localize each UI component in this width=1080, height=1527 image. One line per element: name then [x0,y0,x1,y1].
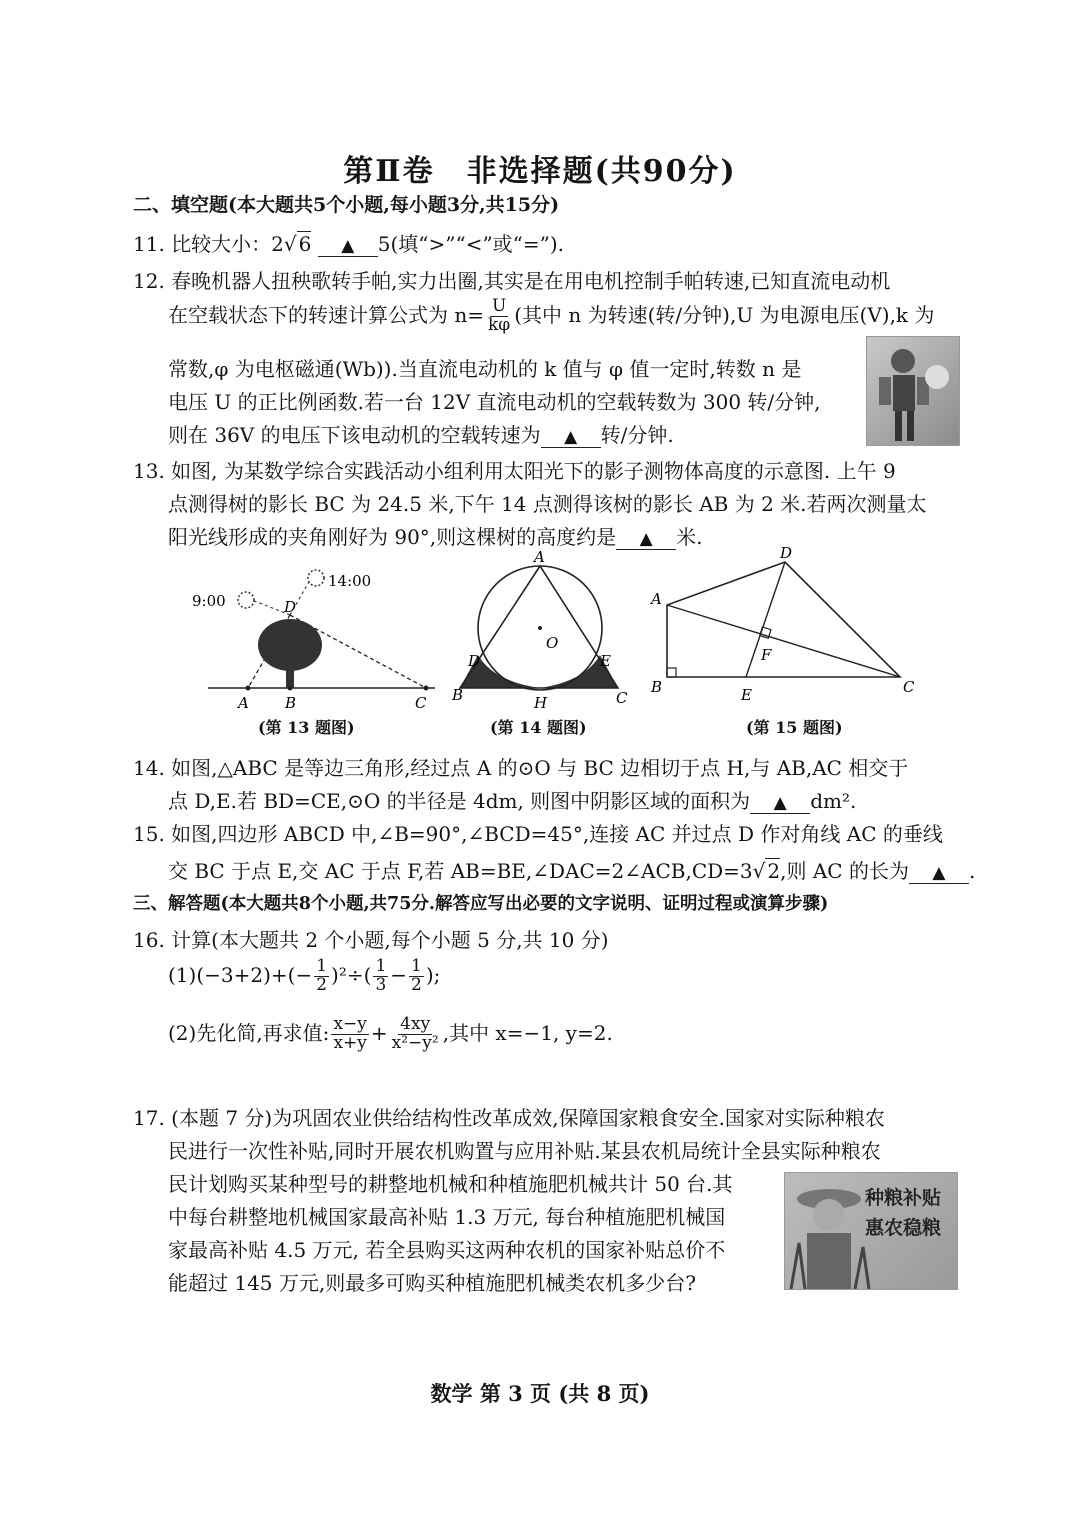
q12-formula-den: kφ [488,314,511,335]
q15-radicand: 2 [767,859,781,883]
page-footer: 数学 第 3 页 (共 8 页) [430,1381,650,1406]
poster-text-1: 种粮补贴 [865,1187,942,1209]
fig13-time-am: 9:00 [192,592,226,610]
q16-p1-frac3 [409,958,424,995]
fig15-label-e: E [741,686,752,704]
q16-p1-frac3-den: 2 [411,974,422,995]
fig13-caption: (第 13 题图) [258,718,355,737]
q12-formula-num: U [491,296,507,316]
q12-line2-post: (其中 n 为转速(转/分钟),U 为电源电压(V),k 为 [514,302,935,327]
poster-text-2: 惠农稳粮 [865,1217,942,1239]
figure-13 [190,560,440,715]
q16-title: 16. 计算(本大题共 2 个小题,每个小题 5 分,共 10 分) [133,928,609,952]
q16-p1-c: − [390,962,408,987]
q14-line2 [168,785,856,814]
q12-line2 [168,298,934,335]
q16-p2-frac1 [331,1016,368,1053]
fig15-quadrilateral [667,562,900,677]
q17-line4: 中每台耕整地机械国家最高补贴 1.3 万元, 每台种植施肥机械国 [168,1205,726,1229]
fig13-label-d: D [284,598,297,616]
q12-line5-post: 转/分钟. [600,423,674,447]
fig13-tree-crown [258,619,322,671]
q16-p1-frac1-num: 1 [316,956,328,976]
q16-p2-plus: + [370,1020,388,1045]
q16-p1-frac3-num: 1 [411,956,422,976]
fig15-label-c: C [903,678,915,696]
q14-line2-pre: 点 D,E.若 BD=CE,⊙O 的半径是 4dm, 则图中阴影区域的面积为 [168,789,751,813]
fig15-label-b: B [651,678,663,696]
q13-line2: 点测得树的影长 BC 为 24.5 米,下午 14 点测得该树的影长 AB 为 2 米.若两次测量太 [168,492,927,516]
fig14-label-e: E [600,652,611,670]
q16-p1-frac2-num: 1 [375,956,387,976]
q17-line6: 能超过 145 万元,则最多可购买种植施肥机械类农机多少台? [168,1271,696,1295]
q11-prefix: 11. 比较大小：2 [133,232,284,256]
figure-15 [645,540,925,705]
fig13-time-pm: 14:00 [328,572,372,590]
q11-radical: √ 6 [283,232,312,256]
q16-p1-frac2-den: 3 [375,974,387,995]
q13-line1: 13. 如图, 为某数学综合实践活动小组利用太阳光下的影子测物体高度的示意图. 上午 9 [133,459,896,483]
fig14-label-a: A [534,548,545,566]
question-11 [133,228,564,257]
q12-answer-blank: ▲ [541,427,601,448]
q17-line3: 民计划购买某种型号的耕整地机械和种植施肥机械共计 50 台.其 [168,1172,733,1196]
q14-line1: 14. 如图,△ABC 是等边三角形,经过点 A 的⊙O 与 BC 边相切于点 H,与 AB,AC 相交于 [133,756,909,780]
q17-line2: 民进行一次性补贴,同时开展农机购置与应用补贴.某县农机局统计全县实际种粮农 [168,1139,881,1163]
fig13-label-a: A [238,694,249,712]
farmer-poster [784,1172,958,1290]
fig15-label-f: F [761,646,772,664]
fig13-point-c [424,686,429,691]
fig13-point-a [246,686,251,691]
fig15-label-d: D [780,544,793,562]
fig14-label-o: O [546,634,559,652]
fig14-center-point [538,626,542,630]
q16-p2-frac1-den: x+y [333,1032,367,1053]
q12-line2-pre: 在空载状态下的转速计算公式为 n= [168,302,484,327]
fig13-point-b [288,686,293,691]
q15-line2-post: . [968,859,976,883]
q16-p1-frac1-den: 2 [316,974,328,995]
q15-line2-pre: 交 BC 于点 E,交 AC 于点 F,若 AB=BE,∠DAC=2∠ACB,CD=3 [168,859,753,883]
fig13-sun-am-icon [238,592,254,608]
q16-part1 [168,958,440,995]
fig14-label-b: B [452,686,464,704]
q12-line3: 常数,φ 为电枢磁通(Wb)).当直流电动机的 k 值与 φ 值一定时,转数 n 是 [168,357,802,381]
q15-line2 [168,855,975,884]
fig14-caption: (第 14 题图) [490,718,587,737]
fig14-label-h: H [534,694,548,712]
q13-answer-blank: ▲ [616,529,676,550]
section-2-header: 二、填空题(本大题共5个小题,每小题3分,共15分) [133,194,560,216]
q16-p2-frac2-num: 4xy [400,1014,431,1034]
q12-formula [486,298,512,335]
robot-photo [866,336,960,446]
fig14-label-c: C [616,689,628,707]
q12-line1: 12. 春晚机器人扭秧歌转手帕,实力出圈,其实是在用电机控制手帕转速,已知直流电动机 [133,269,891,293]
q12-line5 [168,419,674,448]
q13-line3-post: 米. [676,525,703,549]
q11-answer-blank: ▲ [318,236,378,257]
q13-line3 [168,521,703,550]
q16-part2 [168,1016,613,1053]
figure-14 [448,548,638,713]
section-3-header: 三、解答题(本大题共8个小题,共75分.解答应写出必要的文字说明、证明过程或演算步骤) [133,894,829,914]
q13-line3-pre: 阳光线形成的夹角刚好为 90°,则这棵树的高度约是 [168,525,617,549]
q14-answer-blank: ▲ [750,793,810,814]
q16-p1-frac2 [373,958,388,995]
q16-p2-frac2 [390,1016,441,1053]
q15-answer-blank: ▲ [909,863,969,884]
fig13-label-b: B [285,694,297,712]
q12-line5-pre: 则在 36V 的电压下该电动机的空载转速为 [168,423,541,447]
q15-radical: √ 2 [752,859,781,883]
fig15-right-angle-b [667,668,676,677]
q16-p1-frac1 [314,958,329,995]
q12-line4: 电压 U 的正比例函数.若一台 12V 直流电动机的空载转数为 300 转/分钟, [168,390,821,414]
fig13-sun-pm-icon [308,570,324,586]
q16-p1-a: (1)(−3+2)+(− [168,962,313,987]
q16-p1-d: ); [425,962,441,987]
q17-line5: 家最高补贴 4.5 万元, 若全县购买这两种农机的国家补贴总价不 [168,1238,726,1262]
fig13-label-c: C [415,694,427,712]
q17-line1: 17. (本题 7 分)为巩固农业供给结构性改革成效,保障国家粮食安全.国家对实际种粮农 [133,1106,885,1130]
fig15-caption: (第 15 题图) [746,718,843,737]
q15-line1: 15. 如图,四边形 ABCD 中,∠B=90°,∠BCD=45°,连接 AC 并过点 D 作对角线 AC 的垂线 [133,822,943,846]
fig14-label-d: D [468,652,481,670]
q16-p2-frac1-num: x−y [333,1014,367,1034]
q16-p2-frac2-den: x²−y² [391,1032,439,1053]
q16-p2-a: (2)先化简,再求值: [168,1020,330,1045]
q15-line2-mid: ,则 AC 的长为 [780,859,909,883]
q11-radicand: 6 [298,232,312,256]
q16-p1-b: )²÷( [331,962,372,987]
fig15-label-a: A [651,590,662,608]
q11-suffix: 5(填“>”“<”或“=”). [377,232,565,256]
page-title: 第Ⅱ卷 非选择题(共90分) [343,154,737,189]
q14-line2-post: dm². [810,789,857,813]
q16-p2-b: ,其中 x=−1, y=2. [442,1020,613,1045]
